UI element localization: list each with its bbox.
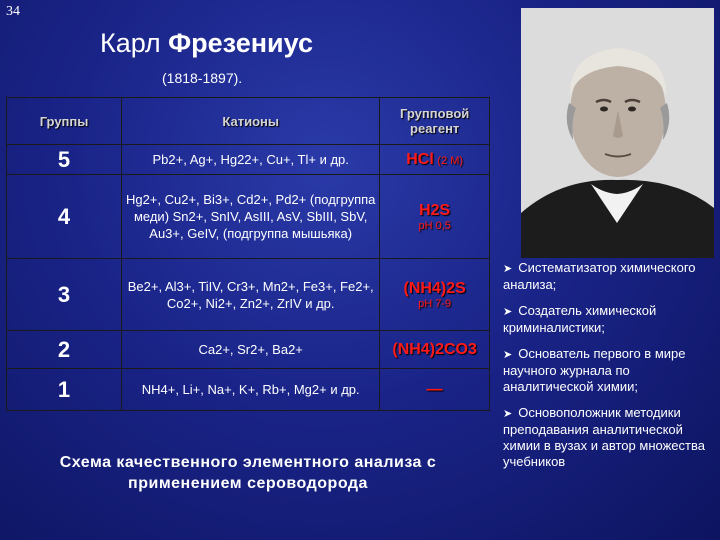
- reagent-group-3: [380, 259, 490, 331]
- reagent-ph: pH 0,5: [418, 219, 451, 232]
- header-groups: Группы: [7, 98, 122, 145]
- slide-title: [100, 28, 313, 59]
- title-first-name: Карл: [100, 28, 161, 58]
- reagent-formula: (NH4)2CO3: [392, 340, 477, 358]
- achievement-text: Создатель химической криминалистики;: [503, 303, 657, 335]
- achievement-text: Систематизатор химического анализа;: [503, 260, 696, 292]
- arrow-bullet-icon: ➤: [503, 306, 513, 318]
- cations-text: Ca2+, Sr2+, Ba2+: [198, 342, 303, 357]
- portrait-photo: [521, 8, 714, 258]
- achievements-list: [503, 260, 717, 480]
- arrow-bullet-icon: ➤: [503, 263, 513, 275]
- reagent-ph: pH 7-9: [418, 297, 452, 310]
- achievement-text: Основатель первого в мире научного журнала по аналитической химии;: [503, 346, 686, 394]
- cations-text: NH4+, Li+, Na+, K+, Rb+, Mg2+ и др.: [141, 382, 360, 397]
- cation-groups-table: [6, 97, 490, 411]
- achievement-item: [503, 346, 717, 395]
- title-last-name: Фрезениус: [168, 28, 314, 58]
- group-number: 3: [7, 259, 122, 331]
- reagent-group-4: [380, 175, 490, 259]
- header-cations: Катионы: [122, 98, 380, 145]
- cations-text: Pb2+, Ag+, Hg22+, Cu+, Tl+ и др.: [152, 152, 349, 167]
- group-number: 4: [7, 175, 122, 259]
- cations-group-2: [122, 331, 380, 369]
- reagent-formula: HCl: [406, 150, 434, 168]
- group-number: 2: [7, 331, 122, 369]
- life-years: (1818-1897).: [162, 70, 243, 86]
- group-number: 5: [7, 145, 122, 175]
- slide-number: 34: [6, 4, 20, 19]
- reagent-group-2: [380, 331, 490, 369]
- arrow-bullet-icon: ➤: [503, 408, 513, 420]
- reagent-group-5: [380, 145, 490, 175]
- cations-group-5: [122, 145, 380, 175]
- reagent-formula: —: [426, 380, 443, 398]
- arrow-bullet-icon: ➤: [503, 349, 513, 361]
- cations-text: Be2+, Al3+, TiIV, Cr3+, Mn2+, Fe3+, Fe2+, Co2+, Ni2+, Zn2+, ZrIV и др.: [127, 278, 374, 311]
- cations-group-3: [122, 259, 380, 331]
- reagent-concentration: (2 M): [437, 154, 464, 167]
- group-number: 1: [7, 369, 122, 411]
- reagent-group-1: [380, 369, 490, 411]
- reagent-formula: (NH4)2S: [403, 279, 466, 297]
- cations-text: Hg2+, Cu2+, Bi3+, Cd2+, Pd2+ (подгруппа меди) Sn2+, SnIV, AsIII, AsV, SbIII, SbV, Au3+, GeIV, (подгруппа мышьяка): [125, 192, 376, 241]
- achievement-item: [503, 260, 717, 293]
- achievement-text: Основоположник методики преподавания аналитической химии в вузах и автор множества учебников: [503, 405, 705, 469]
- cations-group-1: [122, 369, 380, 411]
- header-reagent: Групповой реагент: [380, 98, 490, 145]
- achievement-item: [503, 303, 717, 336]
- achievement-item: [503, 405, 717, 470]
- cations-group-4: [122, 175, 380, 259]
- scheme-caption: Схема качественного элементного анализа с применением сероводорода: [59, 454, 437, 492]
- reagent-formula: H2S: [419, 201, 451, 219]
